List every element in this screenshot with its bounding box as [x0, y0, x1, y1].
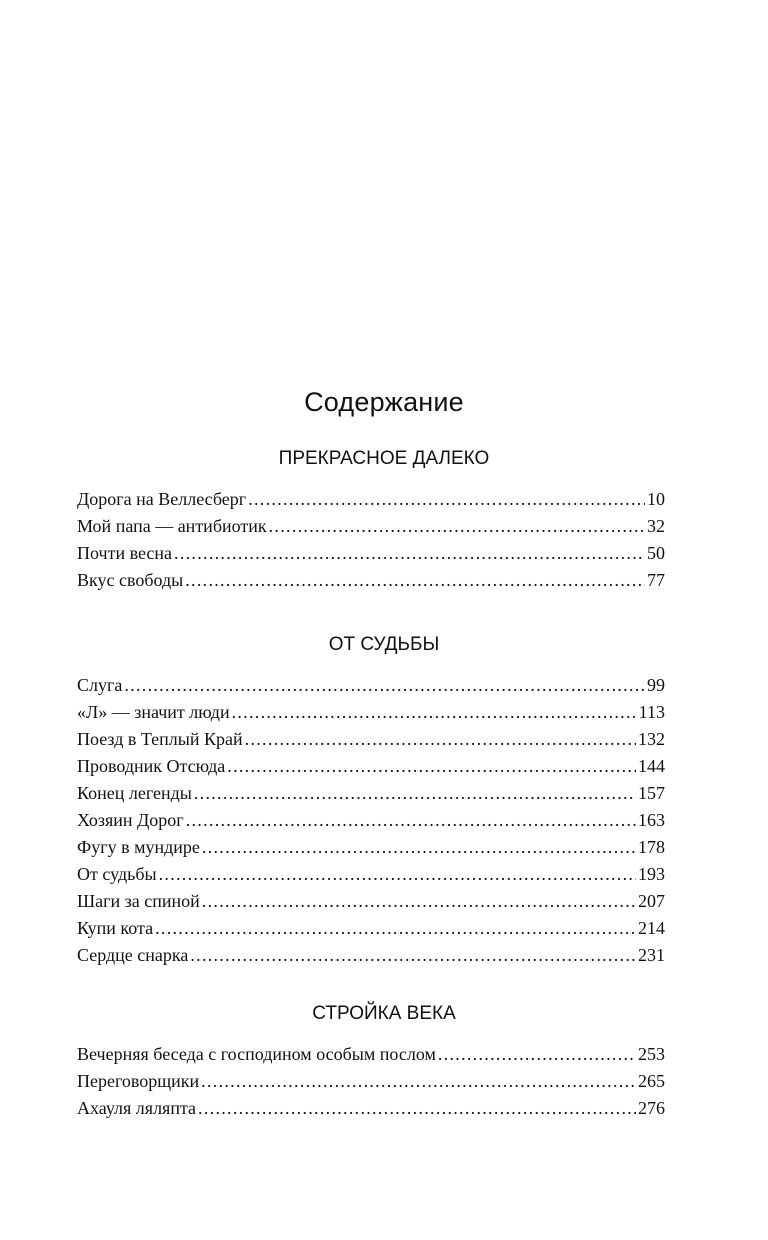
- page-title: Содержание: [304, 387, 464, 417]
- entry-title: Сердце снарка: [77, 945, 189, 965]
- toc-entry[interactable]: [77, 834, 665, 861]
- toc-entry[interactable]: [77, 942, 665, 969]
- entry-page: 178: [638, 837, 665, 857]
- entry-title: Фугу в мундире: [77, 837, 200, 857]
- toc-entry[interactable]: [77, 1095, 665, 1122]
- entry-title: Конец легенды: [77, 783, 192, 803]
- dot-leader: [202, 834, 636, 861]
- toc-entry[interactable]: [77, 861, 665, 888]
- toc-entry[interactable]: [77, 540, 665, 567]
- toc-entry[interactable]: [77, 780, 665, 807]
- dot-leader: [269, 513, 645, 540]
- entry-page: 77: [647, 570, 665, 590]
- toc-section-ot-sudby: [77, 632, 665, 969]
- dot-leader: [198, 1095, 636, 1122]
- entry-page: 99: [647, 675, 665, 695]
- toc-entry[interactable]: [77, 753, 665, 780]
- entry-title: Вечерняя беседа с господином особым послом: [77, 1044, 436, 1064]
- dot-leader: [190, 942, 636, 969]
- entry-title: Мой папа — антибиотик: [77, 516, 267, 536]
- dot-leader: [124, 672, 645, 699]
- entry-page: 214: [638, 918, 665, 938]
- dot-leader: [248, 486, 645, 513]
- dot-leader: [438, 1041, 636, 1068]
- entry-page: 253: [638, 1044, 665, 1064]
- entry-page: 207: [638, 891, 665, 911]
- toc-entry[interactable]: [77, 1068, 665, 1095]
- entry-title: Хозяин Дорог: [77, 810, 184, 830]
- toc-entry[interactable]: [77, 915, 665, 942]
- dot-leader: [245, 726, 636, 753]
- entry-title: Поезд в Теплый Край: [77, 729, 243, 749]
- entry-page: 163: [638, 810, 665, 830]
- entry-page: 231: [638, 945, 665, 965]
- dot-leader: [186, 807, 636, 834]
- dot-leader: [227, 753, 636, 780]
- entry-title: Шаги за спиной: [77, 891, 200, 911]
- entry-title: От судьбы: [77, 864, 157, 884]
- dot-leader: [202, 888, 636, 915]
- toc-section-stroyka-veka: [77, 1001, 665, 1122]
- dot-leader: [201, 1068, 636, 1095]
- toc-entry[interactable]: [77, 699, 665, 726]
- entry-page: 265: [638, 1071, 665, 1091]
- entry-page: 50: [647, 543, 665, 563]
- entry-title: Проводник Отсюда: [77, 756, 226, 776]
- entry-title: «Л» — значит люди: [77, 702, 230, 722]
- dot-leader: [155, 915, 636, 942]
- toc-entry[interactable]: [77, 672, 665, 699]
- toc-entry[interactable]: [77, 888, 665, 915]
- dot-leader: [185, 567, 645, 594]
- entry-page: 10: [647, 489, 665, 509]
- toc-entry[interactable]: [77, 513, 665, 540]
- entry-title: Слуга: [77, 675, 123, 695]
- entry-title: Почти весна: [77, 543, 173, 563]
- section-heading: ОТ СУДЬБЫ: [328, 634, 440, 655]
- toc-section-prekrasnoe-daleko: [77, 446, 665, 594]
- entry-page: 32: [647, 516, 665, 536]
- toc-entry[interactable]: [77, 567, 665, 594]
- toc-entry[interactable]: [77, 726, 665, 753]
- toc-entry-list: [77, 672, 665, 969]
- dot-leader: [194, 780, 636, 807]
- entry-title: Ахауля ляляпта: [77, 1098, 197, 1118]
- section-heading: ПРЕКРАСНОЕ ДАЛЕКО: [278, 448, 490, 469]
- dot-leader: [159, 861, 636, 888]
- entry-page: 157: [638, 783, 665, 803]
- entry-title: Вкус свободы: [77, 570, 184, 590]
- entry-page: 193: [638, 864, 665, 884]
- toc-entry[interactable]: [77, 1041, 665, 1068]
- entry-title: Купи кота: [77, 918, 154, 938]
- entry-title: Переговорщики: [77, 1071, 200, 1091]
- toc-entry[interactable]: [77, 807, 665, 834]
- entry-page: 144: [638, 756, 665, 776]
- entry-page: 113: [638, 702, 665, 722]
- entry-page: 132: [638, 729, 665, 749]
- section-heading: СТРОЙКА ВЕКА: [312, 1003, 456, 1024]
- toc-entry[interactable]: [77, 486, 665, 513]
- entry-page: 276: [638, 1098, 665, 1118]
- dot-leader: [174, 540, 645, 567]
- dot-leader: [232, 699, 637, 726]
- entry-title: Дорога на Веллесберг: [77, 489, 247, 509]
- toc-entry-list: [77, 486, 665, 594]
- toc-entry-list: [77, 1041, 665, 1122]
